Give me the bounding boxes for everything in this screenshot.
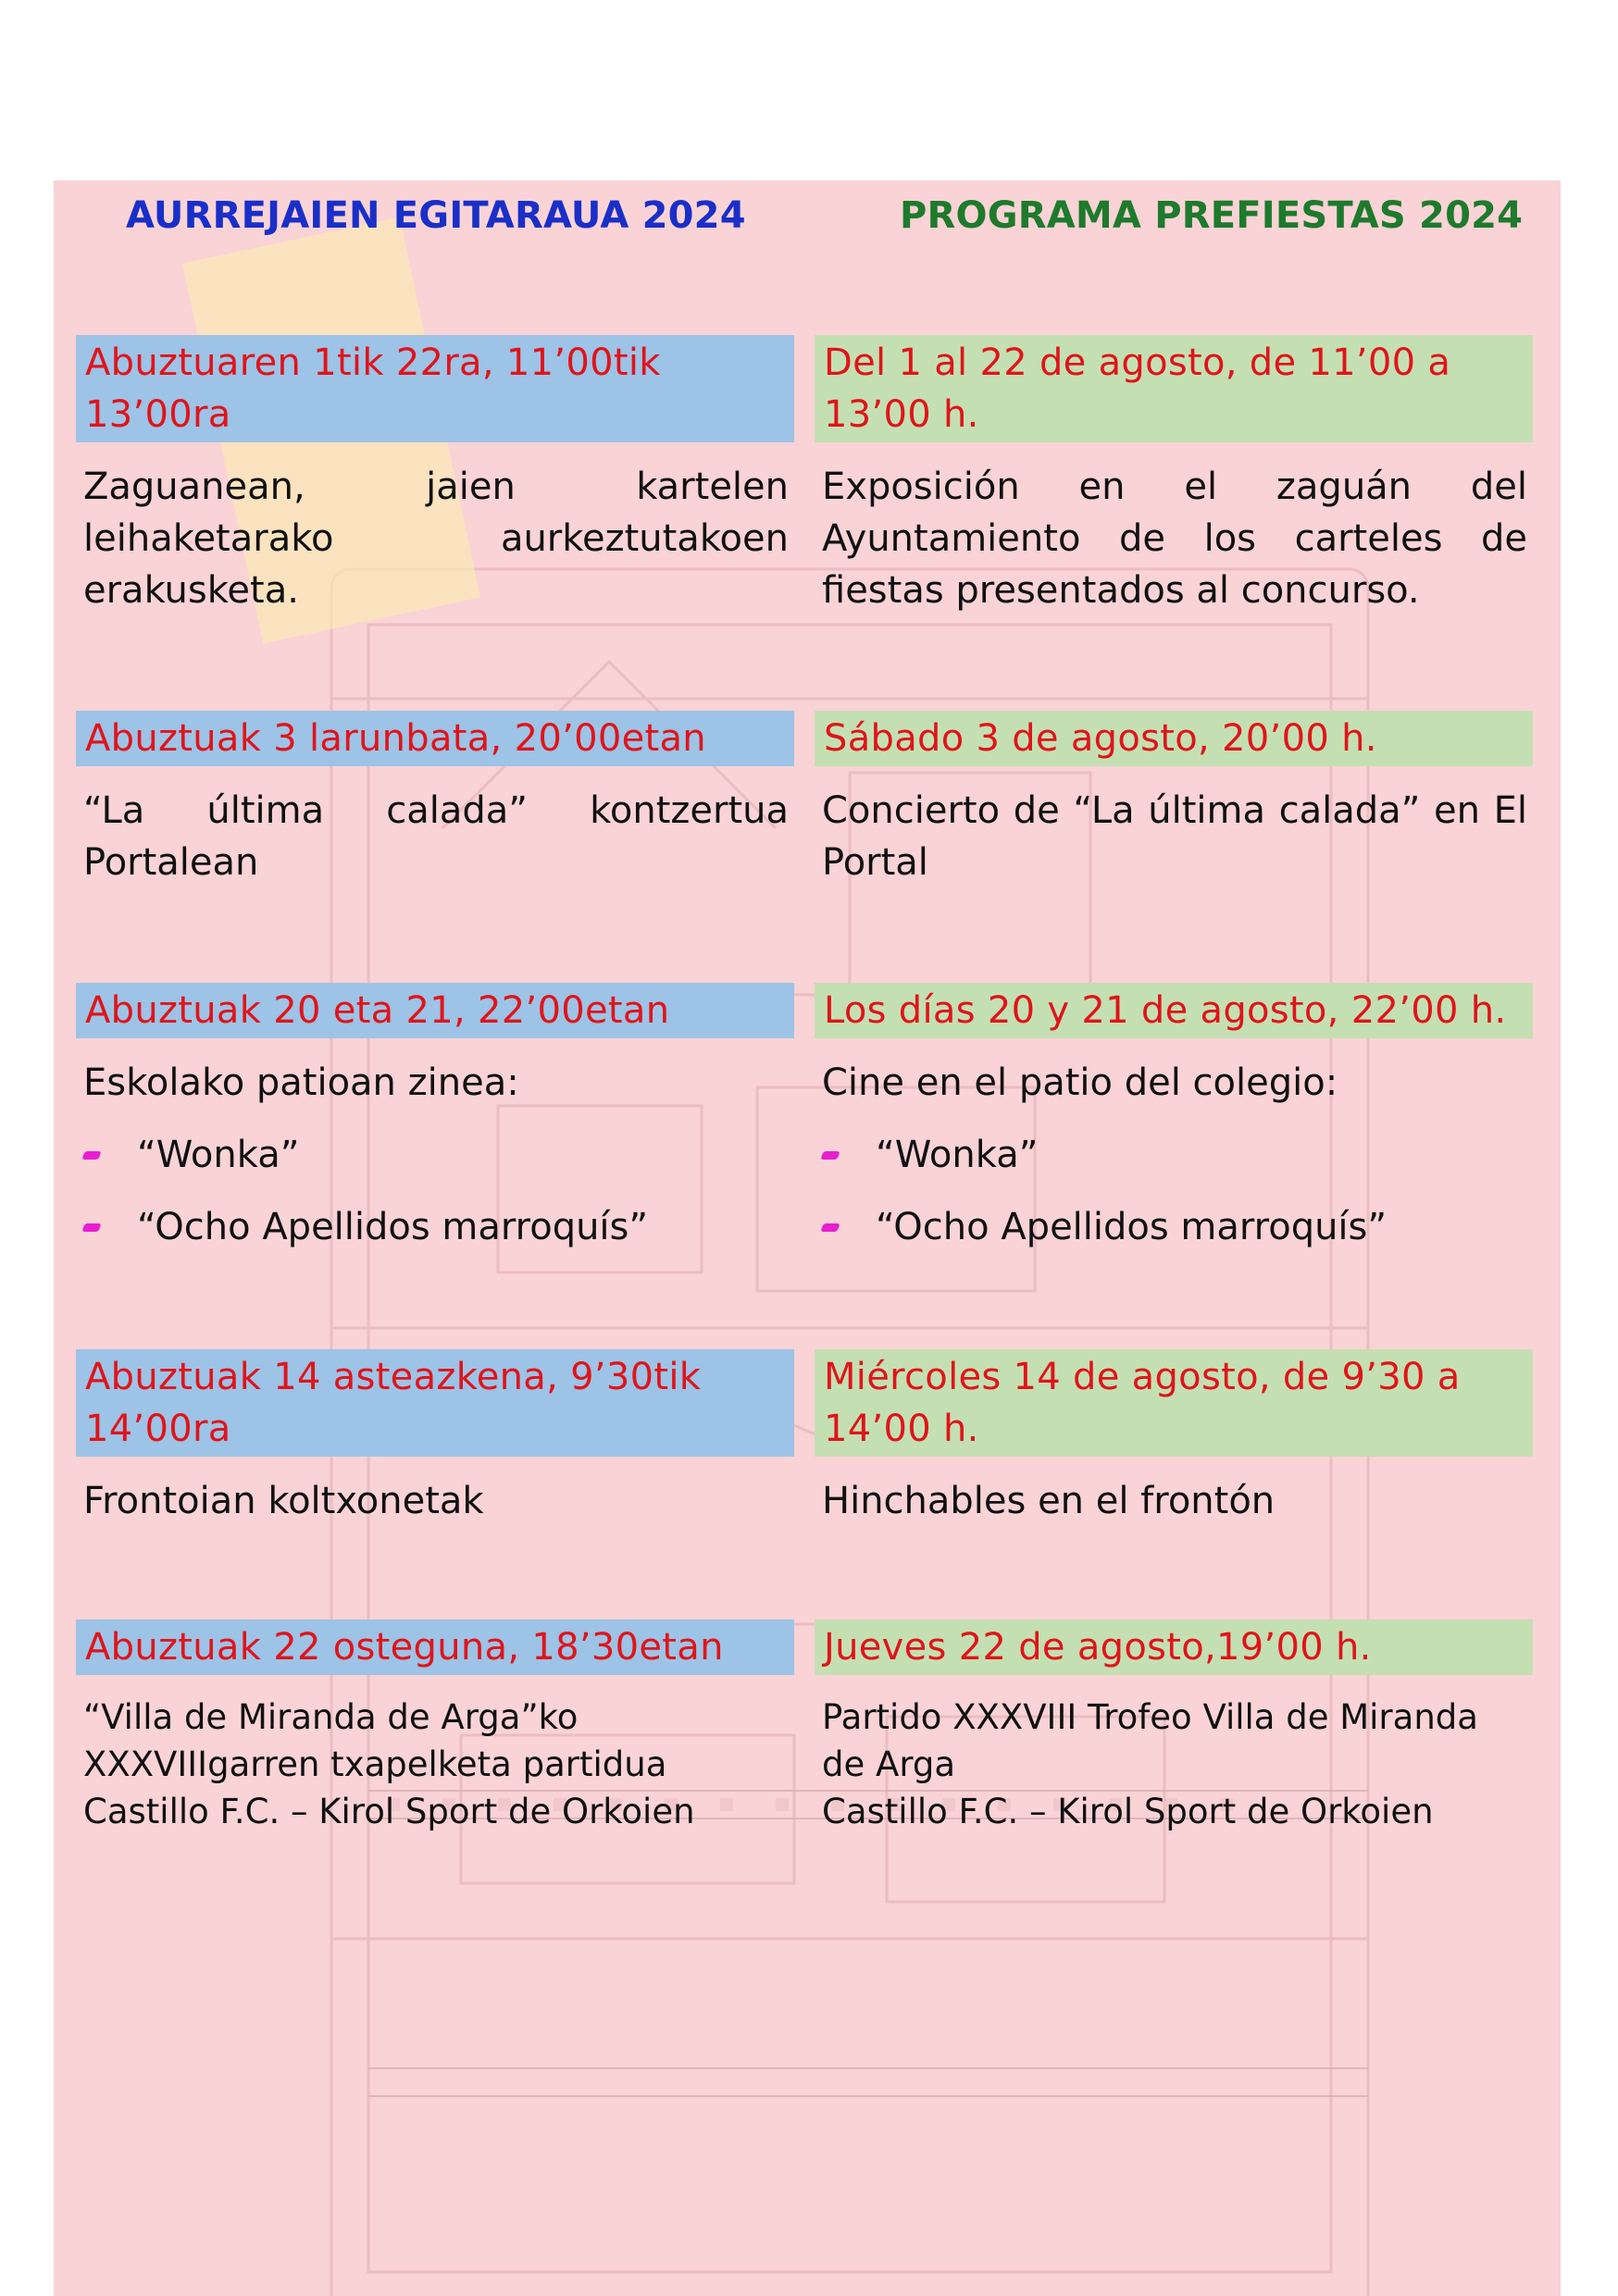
- film-title: “Ocho Apellidos marroquís”: [137, 1206, 649, 1248]
- bullet-dash-icon: [81, 1223, 101, 1232]
- film-title: “Wonka”: [137, 1134, 300, 1176]
- event-2-spanish: [815, 711, 1533, 888]
- description-line: “Villa de Miranda de Arga”ko: [83, 1697, 579, 1737]
- film-list: [76, 1129, 794, 1253]
- film-list: [815, 1129, 1533, 1253]
- event-date-bar: Abuztuaren 1tik 22ra, 11’00tik 13’00ra: [76, 335, 794, 442]
- event-date-bar: Del 1 al 22 de agosto, de 11’00 a 13’00 h.: [815, 335, 1533, 442]
- event-4-spanish: [815, 1349, 1533, 1527]
- event-date-bar: Los días 20 y 21 de agosto, 22’00 h.: [815, 983, 1533, 1038]
- list-item: [815, 1201, 1533, 1253]
- event-date-bar: Abuztuak 22 osteguna, 18’30etan: [76, 1620, 794, 1675]
- event-description: Frontoian koltxonetak: [83, 1480, 484, 1522]
- event-date-bar: Abuztuak 14 asteazkena, 9’30tik 14’00ra: [76, 1349, 794, 1457]
- description-line: Castillo F.C. – Kirol Sport de Orkoien: [83, 1792, 695, 1831]
- event-description: Exposición en el zaguán del Ayuntamiento de los carteles de fiestas presentados al concurso.: [822, 465, 1527, 612]
- bullet-dash-icon: [81, 1151, 101, 1160]
- event-3-spanish: [815, 983, 1533, 1253]
- event-3-basque: [76, 983, 794, 1253]
- description-line: de Arga: [822, 1744, 956, 1784]
- event-5-basque: [76, 1620, 794, 1835]
- event-description: Hinchables en el frontón: [822, 1480, 1276, 1522]
- event-description: Concierto de “La última calada” en El Portal: [822, 789, 1527, 884]
- event-5-spanish: [815, 1620, 1533, 1835]
- event-date-bar: Jueves 22 de agosto,19’00 h.: [815, 1620, 1533, 1675]
- event-description: “La última calada” kontzertua Portalean: [83, 789, 789, 884]
- bullet-dash-icon: [820, 1223, 840, 1232]
- event-description: [76, 1694, 794, 1835]
- event-date-bar: Abuztuak 20 eta 21, 22’00etan: [76, 983, 794, 1038]
- event-4-basque: [76, 1349, 794, 1527]
- event-description: [815, 1694, 1533, 1835]
- event-description: Zaguanean, jaien kartelen leihaketarako aurkeztutakoen erakusketa.: [83, 465, 789, 612]
- event-2-basque: [76, 711, 794, 888]
- film-title: “Wonka”: [876, 1134, 1039, 1176]
- heading-basque: AURREJAIEN EGITARAUA 2024: [126, 194, 746, 237]
- event-description: Cine en el patio del colegio:: [822, 1061, 1338, 1104]
- event-1-basque: [76, 335, 794, 616]
- event-date-bar: Miércoles 14 de agosto, de 9’30 a 14’00 h.: [815, 1349, 1533, 1457]
- event-date-bar: Sábado 3 de agosto, 20’00 h.: [815, 711, 1533, 766]
- description-line: Partido XXXVIII Trofeo Villa de Miranda: [822, 1697, 1478, 1737]
- event-description: Eskolako patioan zinea:: [83, 1061, 519, 1104]
- list-item: [815, 1129, 1533, 1181]
- list-item: [76, 1129, 794, 1181]
- description-line: XXXVIIIgarren txapelketa partidua: [83, 1744, 667, 1784]
- bullet-dash-icon: [820, 1151, 840, 1160]
- event-1-spanish: [815, 335, 1533, 616]
- description-line: Castillo F.C. – Kirol Sport de Orkoien: [822, 1792, 1434, 1831]
- list-item: [76, 1201, 794, 1253]
- film-title: “Ocho Apellidos marroquís”: [876, 1206, 1388, 1248]
- heading-spanish: PROGRAMA PREFIESTAS 2024: [900, 194, 1524, 237]
- event-date-bar: Abuztuak 3 larunbata, 20’00etan: [76, 711, 794, 766]
